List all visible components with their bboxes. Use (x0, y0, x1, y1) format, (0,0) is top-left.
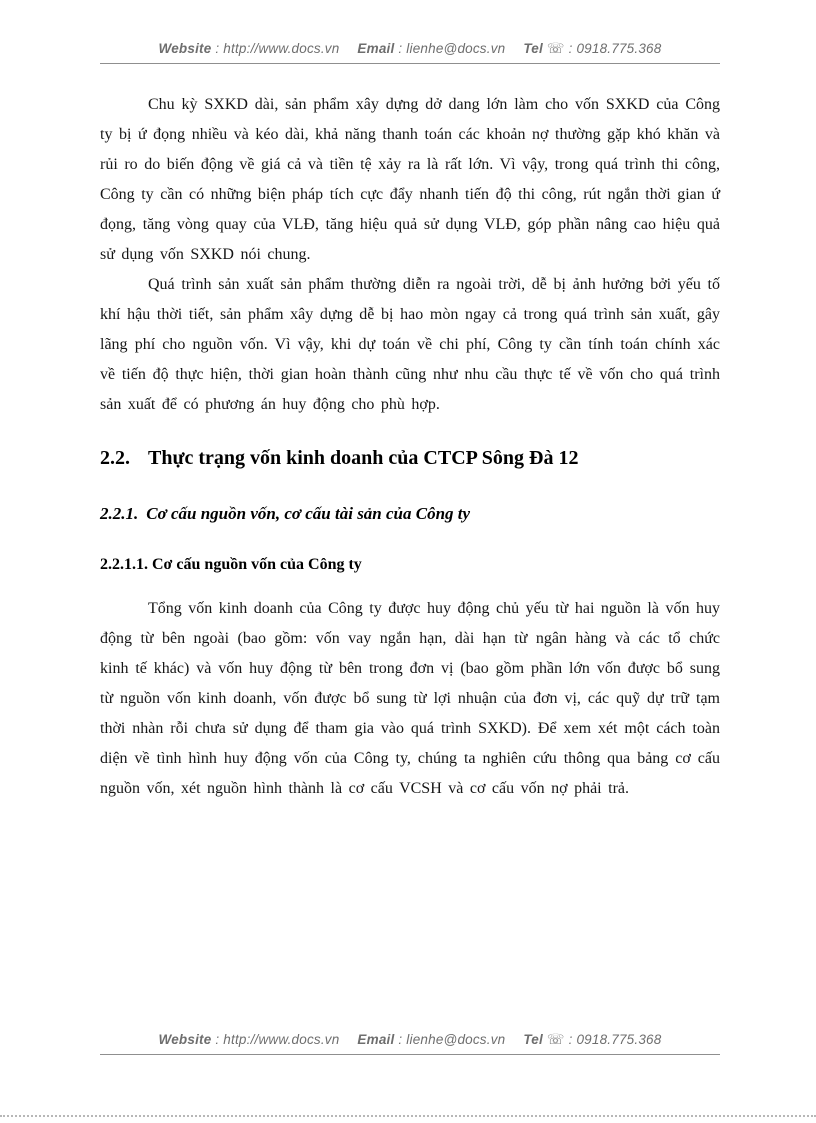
header-email-value: : lienhe@docs.vn (398, 41, 506, 56)
paragraph-sxkd-cycle: Chu kỳ SXKD dài, sản phẩm xây dựng dở dang lớn làm cho vốn SXKD của Công ty bị ứ đọng nhiều và kéo dài, khả năng thanh toán các khoản nợ thường gặp khó khăn và rủi ro do biến động về giá cả và tiền tệ xảy ra là rất lớn. Vì vậy, trong quá trình thi công, Công ty cần có những biện pháp tích cực đẩy nhanh tiến độ thi công, rút ngắn thời gian ứ đọng, tăng vòng quay của VLĐ, tăng hiệu quả sử dụng VLĐ, góp phần nâng cao hiệu quả sử dụng vốn SXKD nói chung. (100, 96, 720, 263)
header-tel-label: Tel (523, 41, 543, 56)
heading-2-2-1-number: 2.2.1. (100, 504, 139, 523)
page-header (100, 40, 720, 64)
header-website-label: Website (158, 41, 212, 56)
telephone-icon: ☏ (546, 1031, 565, 1047)
paragraph-capital-sources: Tổng vốn kinh doanh của Công ty được huy động chủ yếu từ hai nguồn là vốn huy động từ bên ngoài (bao gồm: vốn vay ngắn hạn, dài hạn từ ngân hàng và các tổ chức kinh tế khác) và vốn huy động từ bên trong đơn vị (bao gồm phần lớn vốn được bổ sung từ nguồn vốn kinh doanh, vốn được bổ sung từ lợi nhuận của đơn vị, các quỹ dự trữ tạm thời nhàn rỗi chưa sử dụng để tham gia vào quá trình SXKD). Để xem xét một cách toàn diện về tình hình huy động vốn của Công ty, chúng ta nghiên cứu thông qua bảng cơ cấu nguồn vốn, xét nguồn hình thành là cơ cấu VCSH và cơ cấu vốn nợ phải trả. (100, 600, 720, 797)
paragraph-production-outdoors: Quá trình sản xuất sản phẩm thường diễn ra ngoài trời, dễ bị ảnh hưởng bởi yếu tố khí hậu thời tiết, sản phẩm xây dựng dễ bị hao mòn ngay cả trong quá trình sản xuất, gây lãng phí cho nguồn vốn. Vì vậy, khi dự toán về chi phí, Công ty cần tính toán chính xác về tiến độ thực hiện, thời gian hoàn thành cũng như nhu cầu thực tế về vốn cho quá trình sản xuất để có phương án huy động cho phù hợp. (100, 276, 720, 413)
heading-2-2-text: Thực trạng vốn kinh doanh của CTCP Sông Đà 12 (148, 447, 579, 469)
telephone-icon: ☏ (546, 40, 565, 56)
heading-2-2-1-1 (100, 552, 720, 578)
header-website-value: : http://www.docs.vn (215, 41, 340, 56)
heading-2-2-1 (100, 500, 720, 528)
page-break-dotted-line (0, 1115, 816, 1117)
footer-email-value: : lienhe@docs.vn (398, 1032, 506, 1047)
document-body (100, 90, 720, 804)
footer-tel-value: : 0918.775.368 (568, 1032, 662, 1047)
heading-2-2-number: 2.2. (100, 447, 130, 469)
heading-2-2-1-text: Cơ cấu nguồn vốn, cơ cấu tài sản của Công ty (146, 504, 471, 523)
header-tel-value: : 0918.775.368 (568, 41, 662, 56)
footer-email-label: Email (357, 1032, 395, 1047)
page-footer (100, 1031, 720, 1055)
footer-website-value: : http://www.docs.vn (215, 1032, 340, 1047)
header-email-label: Email (357, 41, 395, 56)
footer-tel-label: Tel (523, 1032, 543, 1047)
heading-2-2-1-1-text: Cơ cấu nguồn vốn của Công ty (152, 556, 362, 573)
heading-2-2-1-1-number: 2.2.1.1. (100, 556, 148, 573)
footer-website-label: Website (158, 1032, 212, 1047)
heading-2-2 (100, 442, 720, 474)
